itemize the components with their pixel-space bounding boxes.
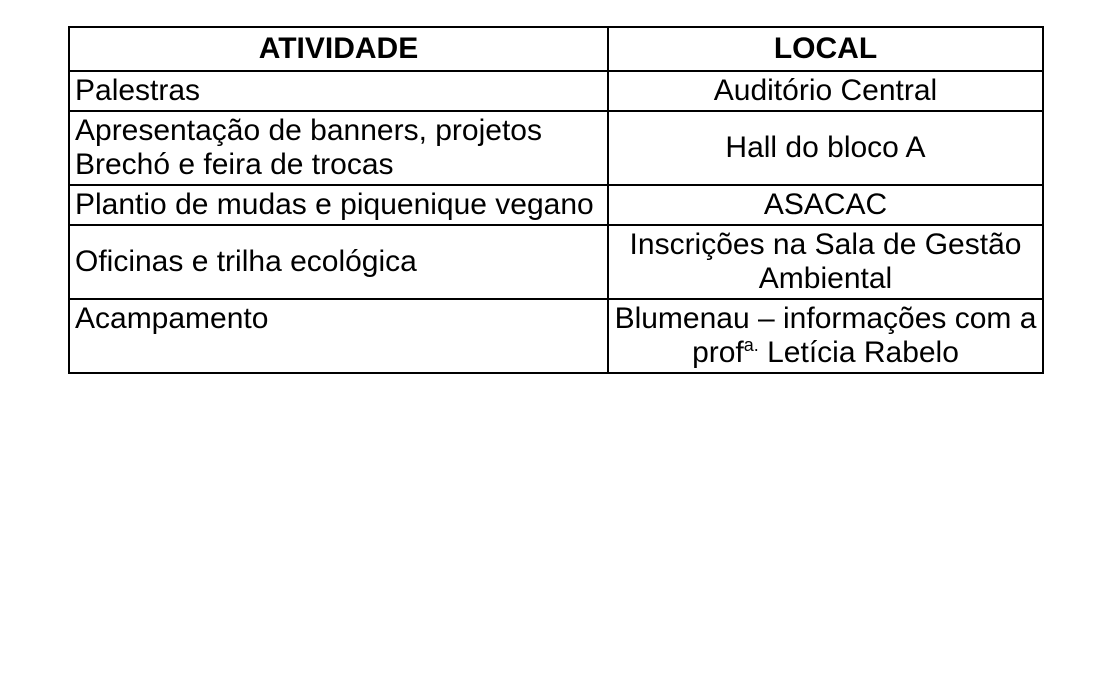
cell-local-plantio: ASACAC xyxy=(608,185,1043,225)
cell-local-palestras: Auditório Central xyxy=(608,71,1043,111)
cell-atividade-plantio xyxy=(69,185,608,225)
table-row xyxy=(69,299,1043,373)
cell-text-suffix: Letícia Rabelo xyxy=(758,336,959,369)
cell-text-line: Plantio de mudas e piquenique vegano xyxy=(75,188,594,221)
cell-local-oficinas: Inscrições na Sala de Gestão Ambiental xyxy=(608,225,1043,299)
table-row xyxy=(69,225,1043,299)
column-header-local: LOCAL xyxy=(608,27,1043,71)
cell-text-line: Oficinas e trilha ecológica xyxy=(75,245,417,278)
column-header-atividade: ATIVIDADE xyxy=(69,27,608,71)
cell-atividade-banners xyxy=(69,111,608,185)
cell-text-line: Brechó e feira de trocas xyxy=(75,148,394,181)
table-row xyxy=(69,71,1043,111)
table-row xyxy=(69,111,1043,185)
cell-atividade-palestras xyxy=(69,71,608,111)
activities-table xyxy=(68,26,1044,374)
cell-text-line: Palestras xyxy=(75,74,201,107)
cell-atividade-oficinas xyxy=(69,225,608,299)
cell-text-line: Apresentação de banners, projetos xyxy=(75,114,542,147)
cell-text-prefix: Blumenau – informações com a prof xyxy=(614,302,1037,369)
ordinal-superscript: a. xyxy=(743,335,759,355)
cell-text-line: Acampamento xyxy=(75,302,269,335)
cell-local-banners: Hall do bloco A xyxy=(608,111,1043,185)
table-row xyxy=(69,185,1043,225)
table-header-row xyxy=(69,27,1043,71)
cell-local-acampamento xyxy=(608,299,1043,373)
cell-atividade-acampamento xyxy=(69,299,608,373)
